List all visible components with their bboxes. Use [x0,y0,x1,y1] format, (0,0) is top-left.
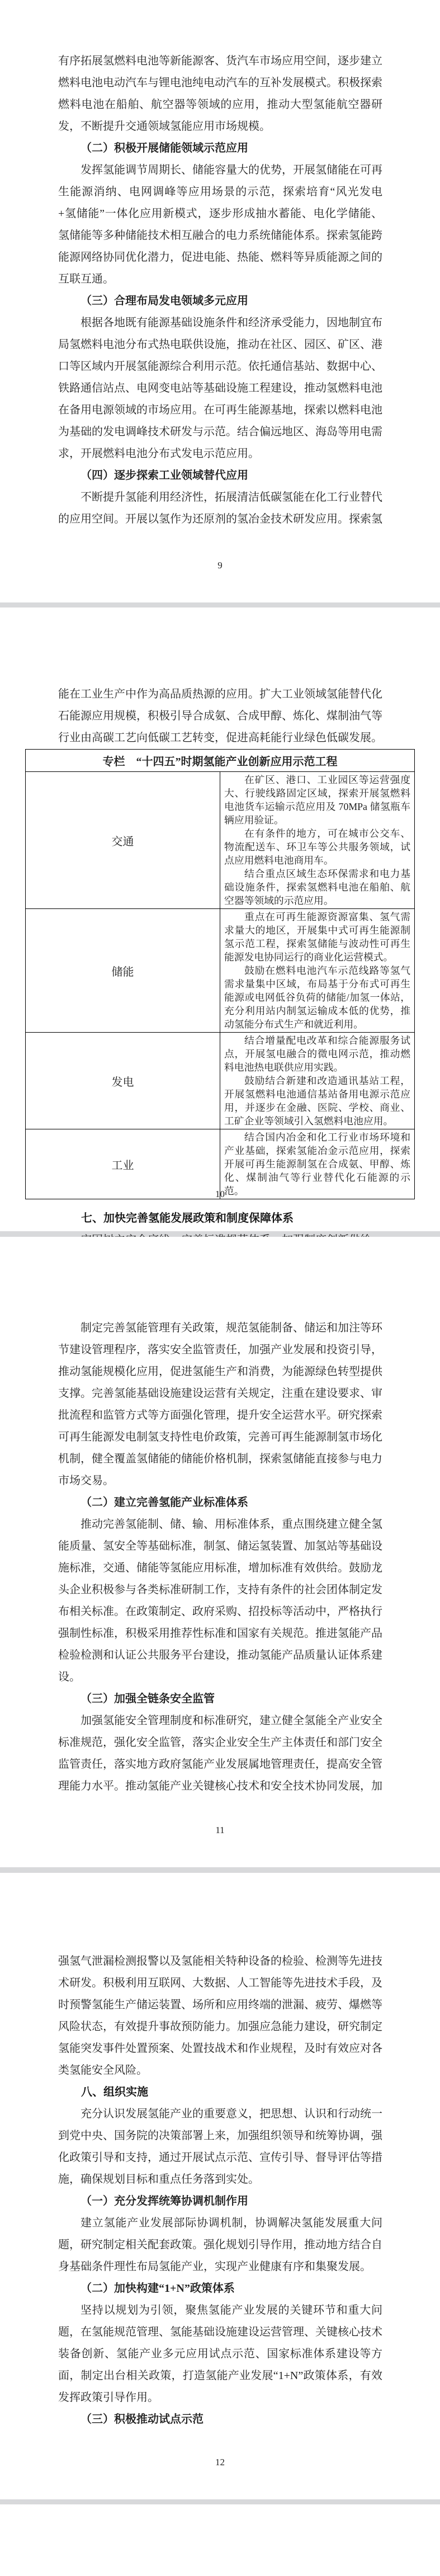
table-row-content [220,909,415,1033]
body-paragraph: 建立氢能产业发展部际协调机制，协调解决氢能发展重大问题，研究制定相关配套政策。强化规划引导作用，推动地方结合自身基础条件理性布局氢能产业，实现产业健康有序和集聚发展。 [58,2217,382,2273]
table-row-label: 交通 [26,772,220,909]
table-paragraph: 鼓励在燃料电池汽车示范线路等氢气需求量集中区域，布局基于分布式可再生能源或电网低谷负荷的储能/加氢一体站，充分利用站内制氢运输成本低的优势，推动氢能分布式生产和就近利用。 [224,965,410,1030]
table-row-label: 工业 [26,1129,220,1199]
table-paragraph: 结合国内冶金和化工行业市场环境和产业基础，探索氢能冶金示范应用，探索开展可再生能源制氢在合成氨、甲醇、炼化、煤制油气等行业替代化石能源的示范。 [224,1132,410,1197]
table-row [26,909,415,1033]
table-row [26,1033,415,1129]
subsection-heading: （二）积极开展储能领域示范应用 [81,142,248,154]
table-paragraph: 结合重点区域生态环保需求和电力基础设施条件，探索氢燃料电池在船舶、航空器等领域的示范应用。 [224,868,410,906]
table-row-content [220,1033,415,1129]
document-page-11 [0,1237,440,1867]
table-paragraph: 鼓励结合新建和改造通讯基站工程，开展氢燃料电池通信基站备用电源示范应用，并逐步在金融、医院、学校、商业、工矿企业等领域引入氢燃料电池应用。 [224,1075,410,1127]
page-number: 12 [215,2457,225,2467]
subsection-heading: （三）积极推动试点示范 [81,2413,204,2426]
body-paragraph: 强氢气泄漏检测报警以及氢能相关特种设备的检验、检测等先进技术研发。积极利用互联网、大数据、人工智能等先进技术手段，及时预警氢能生产储运装置、场所和应用终端的泄漏、疲劳、爆燃等风险状态，有效提升事故预防能力。加强应急能力建设，研究制定氢能突发事件处置预案、处置技战术和作业规程，及时有效应对各类氢能安全风险。 [58,1955,382,2076]
document-page-10 [0,607,440,1231]
body-paragraph: 发挥氢能调节周期长、储能容量大的优势，开展氢储能在可再生能源消纳、电网调峰等应用场景的示范，探索培育“风光发电+氢储能”一体化应用新模式，逐步形成抽水蓄能、电化学储能、氢储能等多种储能技术相互融合的电力系统储能体系。探索氢能跨能源网络协同优化潜力，促进电能、热能、燃料等异质能源之间的互联互通。 [58,164,382,285]
document-page-12 [0,1873,440,2499]
body-paragraph: 有序拓展氢燃料电池等新能源客、货汽车市场应用空间，逐步建立燃料电池电动汽车与锂电池纯电动汽车的互补发展模式。积极探索燃料电池在船舶、航空器等领域的应用，推动大型氢能航空器研发，不断提升交通领域氢能应用市场规模。 [58,55,382,133]
table-paragraph: 在矿区、港口、工业园区等运营强度大、行驶线路固定区域，探索开展氢燃料电池货车运输示范应用及 70MPa 储氢瓶车辆应用验证。 [224,774,410,826]
body-paragraph: 加强氢能安全管理制度和标准研究，建立健全氢能全产业安全标准规范，强化安全监管，落实企业安全生产主体责任和部门安全监管责任，落实地方政府氢能产业发展属地管理责任，提高安全管理能力水平。推动氢能产业关键核心技术和安全技术协同发展，加 [58,1715,382,1792]
subsection-heading: （二）建立完善氢能产业标准体系 [81,1496,248,1509]
body-paragraph: 根据各地既有能源基础设施条件和经济承受能力，因地制宜布局氢燃料电池分布式热电联供设施，推动在社区、园区、矿区、港口等区域内开展氢能源综合利用示范。依托通信基站、数据中心、铁路通信站点、电网变电站等基础设施工程建设，推动氢燃料电池在备用电源领域的市场应用。在可再生能源基地，探索以燃料电池为基础的发电调峰技术研发与示范。结合偏远地区、海岛等用电需求，开展燃料电池分布式发电示范应用。 [58,317,382,460]
subsection-heading: （二）加快构建“1+N”政策体系 [81,2282,235,2295]
body-paragraph: 充分认识发展氢能产业的重要意义，把思想、认识和行动统一到党中央、国务院的决策部署上来，加强组织领导和统筹协调，强化政策引导和支持，通过开展试点示范、宣传引导、督导评估等措施，确保规划目标和重点任务落到实处。 [58,2108,382,2186]
body-paragraph: 不断提升氢能利用经济性，拓展清洁低碳氢能在化工行业替代的应用空间。开展以氢作为还原剂的氢冶金技术研发应用。探索氢 [58,491,382,525]
page-number: 11 [215,1825,225,1835]
body-paragraph: 推动完善氢能制、储、输、用标准体系，重点围绕建立健全氢能质量、氢安全等基础标准，制氢、储运氢装置、加氢站等基础设施标准，交通、储能等氢能应用标准，增加标准有效供给。鼓励龙头企业积极参与各类标准研制工作，支持有条件的社会团体制定发布相关标准。在政策制定、政府采购、招投标等活动中，严格执行强制性标准，积极采用推荐性标准和国家有关规范。推进氢能产品检验检测和认证公共服务平台建设，推动氢能产品质量认证体系建设。 [58,1518,382,1683]
page-number: 10 [215,1189,225,1199]
table-row-content [220,1129,415,1199]
demo-projects-table [25,749,415,1199]
table-row-content [220,772,415,909]
table-row-label: 发电 [26,1033,220,1129]
document-page-9 [0,0,440,602]
document-page-partial [0,2504,440,2576]
section-heading: 七、加快完善氢能发展政策和制度保障体系 [81,1212,294,1225]
table-paragraph: 在有条件的地方，可在城市公交车、物流配送车、环卫车等公共服务领域，试点应用燃料电池商用车。 [224,828,410,866]
subsection-heading: （三）合理布局发电领域多元应用 [81,295,248,307]
page-number: 9 [217,560,223,571]
body-paragraph: 坚持以规划为引领，聚焦氢能产业发展的关键环节和重大问题，在氢能规范管理、氢能基础设施建设运营管理、关键核心技术装备创新、氢能产业多元应用试点示范、国家标准体系建设等方面，制定出台相关政策，打造氢能产业发展“1+N”政策体系，有效发挥政策引导作用。 [58,2304,382,2404]
table-paragraph: 结合增量配电改革和综合能源服务试点，开展氢电融合的微电网示范，推动燃料电池热电联供应用实践。 [224,1035,410,1073]
body-paragraph: 制定完善氢能管理有关政策，规范氢能制备、储运和加注等环节建设管理程序，落实安全监管责任，加强产业发展和投资引导，推动氢能规模化应用，促进氢能生产和消费，为能源绿色转型提供支撑。完善氢能基础设施建设运营有关规定，注重在建设要求、审批流程和监管方式等方面强化管理，提升安全运营水平。研究探索可再生能源发电制氢支持性电价政策，完善可再生能源制氢市场化机制，健全覆盖氢储能的储能价格机制，探索氢储能直接参与电力市场交易。 [58,1322,382,1487]
table-paragraph: 重点在可再生能源资源富集、氢气需求量大的地区，开展集中式可再生能源制氢示范工程，探索氢储能与波动性可再生能源发电协同运行的商业化运营模式。 [224,911,410,963]
table-title: 专栏 “十四五”时期氢能产业创新应用示范工程 [26,750,415,772]
subsection-heading: （三）加强全链条安全监管 [81,1693,215,1705]
table-row [26,772,415,909]
section-heading: 八、组织实施 [81,2086,148,2098]
subsection-heading: （一）充分发挥统筹协调机制作用 [81,2195,248,2207]
subsection-heading: （四）逐步探索工业领域替代应用 [81,469,248,482]
body-paragraph: 能在工业生产中作为高品质热源的应用。扩大工业领域氢能替代化石能源应用规模，积极引导合成氨、合成甲醇、炼化、煤制油气等行业由高碳工艺向低碳工艺转变，促进高耗能行业绿色低碳发展。 [58,688,382,744]
table-row-label: 储能 [26,909,220,1033]
